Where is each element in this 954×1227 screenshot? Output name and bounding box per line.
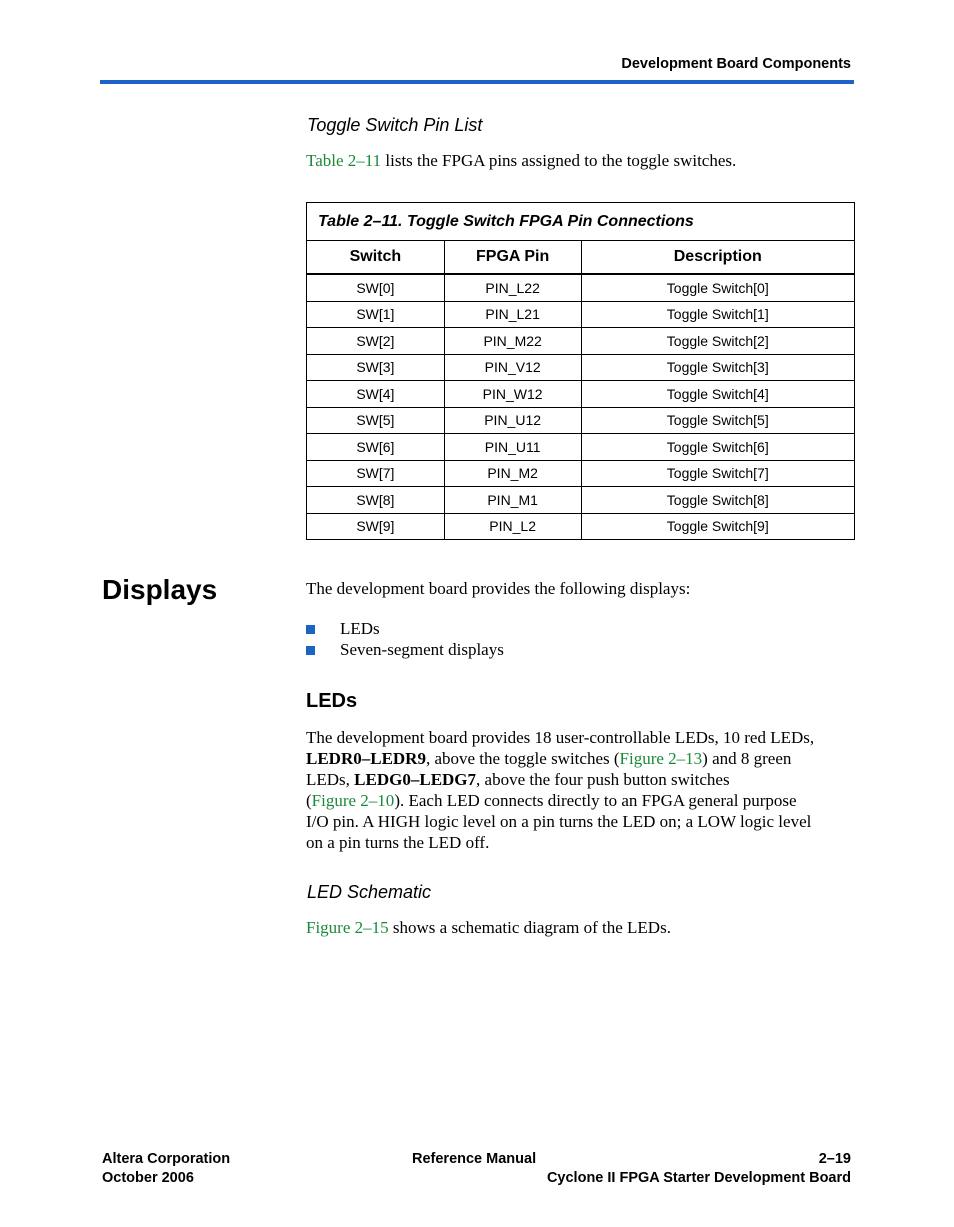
square-bullet-icon [306, 625, 315, 634]
footer-date: October 2006 [102, 1170, 194, 1186]
running-header: Development Board Components [621, 56, 851, 72]
table-row [307, 274, 855, 301]
table-cell: Toggle Switch[9] [581, 513, 854, 540]
table-cell: Toggle Switch[6] [581, 434, 854, 461]
table-cell: SW[1] [307, 301, 445, 328]
column-header: Switch [307, 241, 445, 275]
table-cell: Toggle Switch[3] [581, 354, 854, 381]
table-row [307, 487, 855, 514]
toggle-subhead: Toggle Switch Pin List [307, 115, 483, 135]
column-header: Description [581, 241, 854, 275]
table-cell: SW[6] [307, 434, 445, 461]
table-row [307, 407, 855, 434]
table-cell: SW[4] [307, 381, 445, 408]
led-schematic-subhead: LED Schematic [307, 882, 432, 902]
table-cell: SW[5] [307, 407, 445, 434]
footer-left [102, 1150, 230, 1188]
table-row [307, 381, 855, 408]
leds-heading: LEDs [306, 690, 358, 712]
table-cell: SW[9] [307, 513, 445, 540]
displays-intro: The development board provides the following displays: [306, 579, 691, 598]
table-row [307, 354, 855, 381]
table-cell: Toggle Switch[2] [581, 328, 854, 355]
toggle-intro [306, 150, 736, 171]
table-row [307, 301, 855, 328]
toggle-switch-table [306, 202, 855, 540]
square-bullet-icon [306, 646, 315, 655]
toggle-intro-text: lists the FPGA pins assigned to the toggle switches. [381, 151, 737, 170]
table-cell: SW[3] [307, 354, 445, 381]
table-row [307, 434, 855, 461]
table-cell: SW[0] [307, 274, 445, 301]
table-header-row [307, 241, 855, 275]
table-cell: PIN_V12 [444, 354, 581, 381]
table-row [307, 513, 855, 540]
table-cell: Toggle Switch[7] [581, 460, 854, 487]
figure-reference-link[interactable]: Figure 2–13 [619, 749, 703, 768]
footer-doc-type: Reference Manual [412, 1151, 537, 1167]
figure-reference-link[interactable]: Figure 2–10 [311, 791, 395, 810]
table-cell: PIN_L21 [444, 301, 581, 328]
table-cell: SW[8] [307, 487, 445, 514]
leds-paragraph: The development board provides 18 user-controllable LEDs, 10 red LEDs, LEDR0–LEDR9, above the toggle switches (Figure 2–13) and 8 green LEDs, LEDG0–LEDG7, above the four push button switches (Figure 2–10). Each LED connects directly to an FPGA general purpose I/O pin. A HIGH logic level on a pin turns the LED on; a LOW logic level on a pin turns the LED off. [306, 728, 815, 852]
footer-company: Altera Corporation [102, 1151, 231, 1167]
table-cell: PIN_U12 [444, 407, 581, 434]
table-cell: Toggle Switch[5] [581, 407, 854, 434]
table-cell: PIN_L2 [444, 513, 581, 540]
table-cell: PIN_U11 [444, 434, 581, 461]
table-caption: Table 2–11. Toggle Switch FPGA Pin Connections [307, 203, 855, 241]
table-cell: Toggle Switch[1] [581, 301, 854, 328]
table-cell: PIN_M22 [444, 328, 581, 355]
table-cell: Toggle Switch[8] [581, 487, 854, 514]
table-cell: Toggle Switch[0] [581, 274, 854, 301]
header-rule [100, 80, 854, 84]
page-number: 2–19 [818, 1151, 851, 1167]
table-cell: PIN_W12 [444, 381, 581, 408]
table-row [307, 460, 855, 487]
table-cell: SW[7] [307, 460, 445, 487]
table-cell: Toggle Switch[4] [581, 381, 854, 408]
table-cell: PIN_M2 [444, 460, 581, 487]
table-cell: PIN_L22 [444, 274, 581, 301]
table-cell: PIN_M1 [444, 487, 581, 514]
section-title-displays: Displays [102, 574, 218, 605]
table-row [307, 328, 855, 355]
footer-product: Cyclone II FPGA Starter Development Board [546, 1170, 851, 1186]
schematic-intro: Figure 2–15 shows a schematic diagram of the LEDs. [306, 918, 671, 937]
footer-center [412, 1150, 536, 1169]
footer-right [547, 1150, 851, 1188]
table-reference-link[interactable]: Table 2–11 [306, 151, 382, 170]
column-header: FPGA Pin [444, 241, 581, 275]
table-cell: SW[2] [307, 328, 445, 355]
figure-reference-link[interactable]: Figure 2–15 [306, 918, 389, 937]
